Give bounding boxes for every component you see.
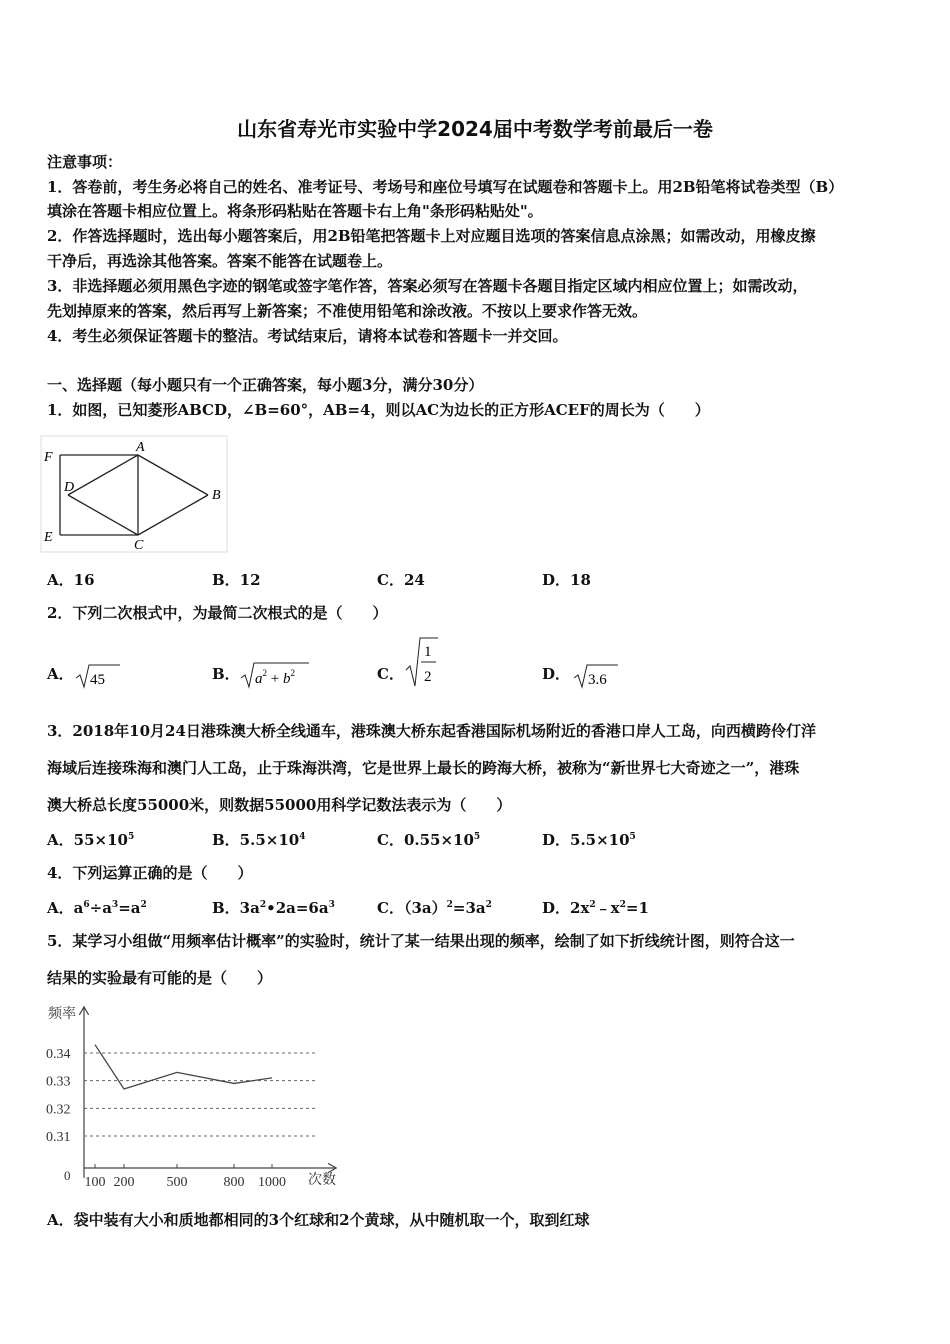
- q3-option-c: C．$0.55\times 10^5$: [377, 831, 481, 849]
- q5-line-2: 结果的实验最有可能的是（ ）: [47, 969, 273, 987]
- q5-option-a: A．袋中装有大小和质地都相同的3个红球和2个黄球，从中随机取一个，取到红球: [47, 1211, 590, 1229]
- q1-label-E: E: [44, 530, 53, 545]
- q1-option-c: C．24: [377, 571, 425, 589]
- chart-ylabel: 频率: [48, 1007, 76, 1022]
- q2-b-var-a: a: [255, 671, 263, 687]
- q1-label-D: D: [64, 480, 75, 495]
- q2-b-exp-a: 2: [262, 668, 267, 678]
- q3-option-b: B．$5.5\times 10^4$: [212, 831, 306, 849]
- notice-line-1b: 填涂在答题卡相应位置上。将条形码粘贴在答题卡右上角"条形码粘贴处"。: [47, 202, 543, 220]
- q2-option-d-label: D．: [542, 665, 571, 683]
- q2-d-radicand: 3.6: [588, 672, 607, 688]
- frequency-line-chart: [40, 998, 350, 1198]
- q2-option-b-math: [239, 660, 313, 690]
- notice-line-4: 4．考生必须保证答题卡的整洁。考试结束后，请将本试卷和答题卡一并交回。: [47, 327, 568, 345]
- svg-text:a2 + b2: [255, 668, 295, 687]
- q1-label-C: C: [134, 538, 144, 553]
- page-title: 山东省寿光市实验中学2024届中考数学考前最后一卷: [237, 117, 713, 141]
- notice-line-3a: 3．非选择题必须用黑色字迹的钢笔或签字笔作答，答案必须写在答题卡各题目指定区域内相应位置上；如需改动，: [47, 277, 808, 295]
- q1-option-a: A．16: [47, 571, 95, 589]
- q4-option-d: D．$2x^2﹣x^2=1$: [542, 899, 649, 917]
- q4-stem: 4．下列运算正确的是（ ）: [47, 864, 253, 882]
- chart-ytick-label: 0.31: [46, 1130, 71, 1145]
- q2-stem: 2．下列二次根式中，为最简二次根式的是（ ）: [47, 604, 388, 622]
- q1-label-A: A: [136, 440, 145, 455]
- q2-b-var-b: b: [282, 671, 291, 687]
- q1-label-F: F: [44, 450, 53, 465]
- notice-line-2a: 2．作答选择题时，选出每小题答案后，用2B铅笔把答题卡上对应题目选项的答案信息点涂黑；如需改动，用橡皮擦: [47, 227, 816, 245]
- chart-xtick-label: 100: [84, 1175, 106, 1190]
- q4-option-c: C．$(3a)^2=3a^2$: [377, 899, 492, 917]
- chart-origin-label: 0: [64, 1168, 71, 1183]
- chart-ytick-label: 0.32: [46, 1102, 71, 1118]
- q3-line-3: 澳大桥总长度55000米，则数据55000用科学记数法表示为（ ）: [47, 796, 512, 814]
- q2-option-c-math: [404, 636, 444, 690]
- q4-option-b: B．$3a^2•2a=6a^3$: [212, 899, 335, 917]
- q1-label-B: B: [212, 488, 221, 503]
- q4-option-a: A．$a^6\div a^3=a^2$: [47, 899, 147, 917]
- chart-ytick-label: 0.34: [46, 1047, 71, 1062]
- q5-line-1: 5．某学习小组做“用频率估计概率”的实验时，统计了某一结果出现的频率，绘制了如下折线统计图，则符合这一: [47, 932, 795, 950]
- q2-option-b-label: B．: [212, 665, 240, 683]
- q1-stem: 1．如图，已知菱形ABCD，∠B=60°，AB=4，则以AC为边长的正方形ACEF的周长为（ ）: [47, 401, 710, 419]
- notice-line-1a: 1．答卷前，考生务必将自己的姓名、准考证号、考场号和座位号填写在试题卷和答题卡上。用2B铅笔将试卷类型（B）: [47, 178, 844, 196]
- q1-option-b: B．12: [212, 571, 261, 589]
- chart-ytick-label: 0.33: [46, 1074, 71, 1090]
- q2-option-a-label: A．: [47, 665, 74, 683]
- q2-b-plus: +: [267, 671, 283, 687]
- notice-line-3b: 先划掉原来的答案，然后再写上新答案；不准使用铅笔和涂改液。不按以上要求作答无效。: [47, 302, 648, 320]
- q2-b-exp-b: 2: [290, 668, 295, 678]
- q1-figure: [40, 435, 230, 555]
- notice-heading: 注意事项：: [47, 153, 123, 171]
- chart-xlabel: 次数: [308, 1173, 336, 1188]
- q2-option-d-math: [572, 662, 622, 690]
- chart-series-line: [95, 1045, 272, 1089]
- q2-c-numerator: 1: [424, 644, 432, 660]
- chart-xtick-label: 500: [166, 1175, 188, 1190]
- q3-line-1: 3．2018年10月24日港珠澳大桥全线通车，港珠澳大桥东起香港国际机场附近的香港口岸人工岛，向西横跨伶仃洋: [47, 722, 816, 740]
- q3-line-2: 海域后连接珠海和澳门人工岛，止于珠海洪湾，它是世界上最长的跨海大桥，被称为“新世界七大奇迹之一”，港珠: [47, 759, 800, 777]
- chart-xtick-label: 200: [113, 1175, 135, 1190]
- q2-option-c-label: C．: [377, 665, 404, 683]
- q3-option-a: A．$55\times 10^5$: [47, 831, 135, 849]
- q2-a-radicand: 45: [90, 672, 105, 688]
- q2-option-a-math: [74, 662, 124, 690]
- notice-line-2b: 干净后，再选涂其他答案。答案不能答在试题卷上。: [47, 252, 393, 270]
- section-heading: 一、选择题（每小题只有一个正确答案，每小题3分，满分30分）: [47, 376, 484, 394]
- q2-c-denominator: 2: [424, 669, 432, 685]
- q3-option-d: D．$5.5\times 10^5$: [542, 831, 636, 849]
- chart-xtick-label: 1000: [258, 1175, 286, 1190]
- chart-xtick-label: 800: [223, 1175, 245, 1190]
- q1-option-d: D．18: [542, 571, 591, 589]
